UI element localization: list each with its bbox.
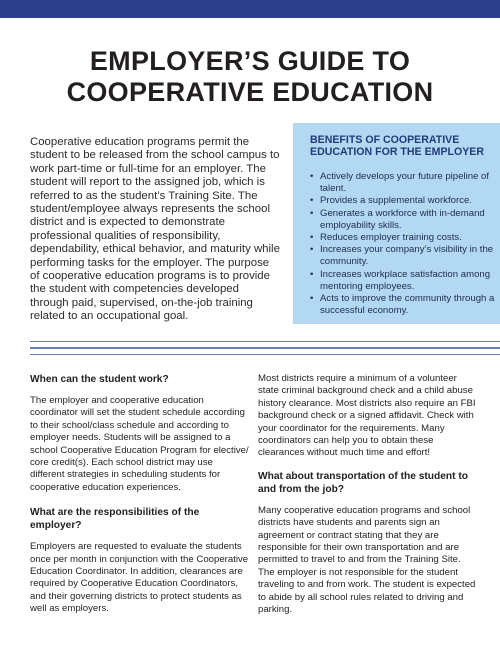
benefit-text: Acts to improve the community through a successful economy.	[320, 293, 495, 317]
responsibilities-heading: What are the responsibilities of the employer?	[30, 507, 200, 532]
benefit-text: Increases your company’s visibility in the community.	[320, 244, 494, 268]
divider-line	[30, 354, 500, 355]
bullet-icon: •	[310, 244, 314, 256]
benefit-text: Increases workplace satisfaction among mentoring employees.	[320, 268, 491, 292]
page-title	[20, 46, 480, 108]
bullet-icon: •	[310, 268, 314, 280]
bullet-icon: •	[310, 171, 314, 182]
title-line-2: COOPERATIVE EDUCATION	[66, 77, 434, 107]
divider-rules	[30, 341, 500, 360]
bullet-icon: •	[310, 293, 314, 305]
benefit-item	[310, 171, 495, 195]
bullet-icon: •	[310, 195, 314, 207]
divider-line	[30, 347, 500, 348]
benefit-item	[310, 195, 495, 207]
intro-paragraph: Cooperative education programs permit the student to be released from the school campus to work part-time or full-time for an employer. The student will report to the assigned job, which is referred to as the student’s Training Site. The student/employee always represents the school district and is expected to demonstrate professional qualities of responsibility, dependability, ethical behavior, and maturity while performing tasks for the employer. The purpose of cooperative education programs is to provide the student with competencies developed through paid, supervised, on-the-job training related to an occupational goal.	[30, 136, 280, 323]
benefits-title: BENEFITS OF COOPERATIVE EDUCATION FOR THE EMPLOYER	[310, 134, 485, 159]
benefit-text: Provides a supplemental workforce.	[320, 195, 472, 207]
bullet-icon: •	[310, 207, 314, 219]
benefits-box	[293, 123, 500, 324]
benefit-text: Actively develops your future pipeline of talent.	[320, 171, 490, 195]
divider-line	[30, 341, 500, 342]
benefit-item	[310, 232, 495, 244]
benefits-list	[310, 171, 495, 317]
benefit-text: Reduces employer training costs.	[320, 232, 462, 244]
benefit-item	[310, 293, 495, 317]
clearances-paragraph: Most districts require a minimum of a volunteer state criminal background check and a child abuse history clearance. Most districts also require an FBI background check or a signed affidavit. Check with your coordinator for the requirements. Many coordinators can help you to obtain these clearances without much time and effort!	[258, 373, 476, 459]
when-paragraph: The employer and cooperative education coordinator will set the student schedule according to their school/class schedule and according to employer needs. Students will be assigned to a school Cooperative Education Program for elective/ core credit(s). Each school district may use different strategies in scheduling students for cooperative education experiences.	[30, 395, 249, 493]
right-column	[258, 373, 478, 617]
transportation-heading: What about transportation of the student to and from the job?	[258, 470, 468, 495]
responsibilities-paragraph: Employers are requested to evaluate the students once per month in conjunction with the Cooperative Education Coordinator. In addition, clearances are required by Cooperative Education Coordinators, and their governing districts to protect students as well as employers.	[30, 541, 249, 615]
transportation-paragraph: Many cooperative education programs and school districts have students and parents sign an agreement or contract stating that they are responsible for their own transportation and are permitted to travel to and from the Training Site. The employer is not responsible for the student traveling to and from work. The student is expected to abide by all school rules related to driving and parking.	[258, 504, 476, 616]
benefit-item	[310, 208, 495, 232]
title-line-1: EMPLOYER’S GUIDE TO	[89, 46, 411, 76]
bullet-icon: •	[310, 232, 314, 244]
benefit-text: Generates a workforce with in-demand employability skills.	[320, 207, 485, 231]
when-heading: When can the student work?	[30, 374, 169, 385]
top-color-bar	[0, 0, 500, 18]
benefit-item	[310, 244, 495, 268]
benefit-item	[310, 269, 495, 293]
left-column	[30, 373, 250, 616]
